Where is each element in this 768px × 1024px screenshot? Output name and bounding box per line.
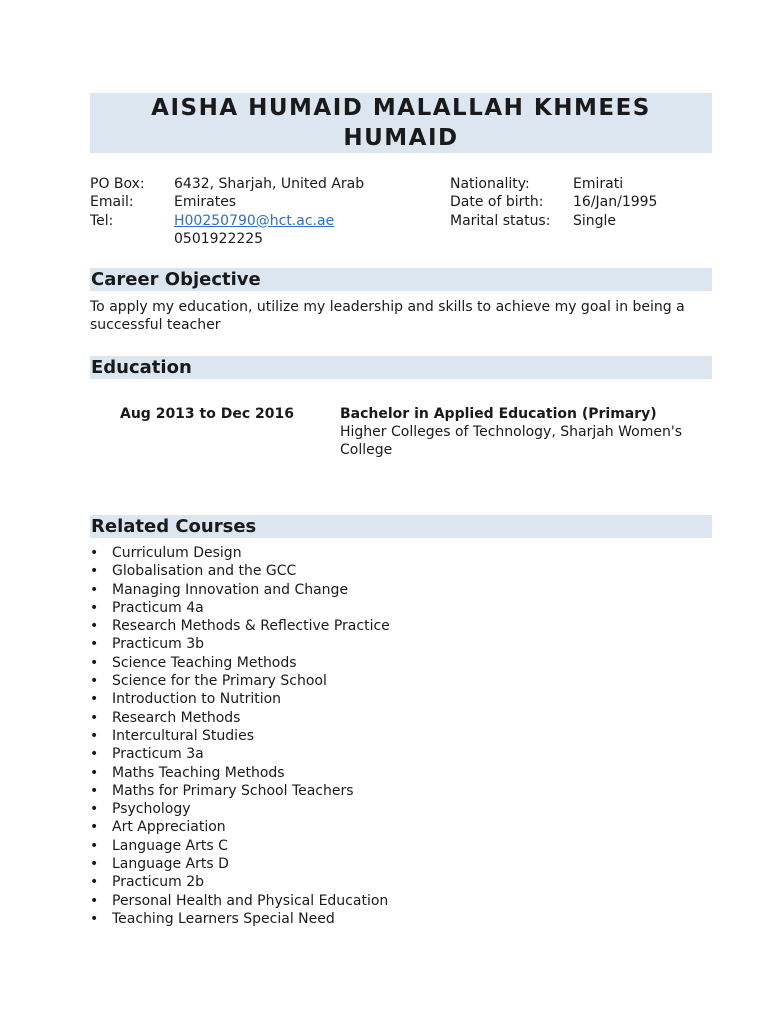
course-name: Managing Innovation and Change	[112, 581, 349, 598]
name-line-2: HUMAID	[343, 125, 459, 151]
list-item	[90, 690, 712, 708]
course-name: Maths for Primary School Teachers	[112, 782, 354, 799]
course-name: Language Arts C	[112, 837, 228, 854]
course-name: Intercultural Studies	[112, 727, 254, 744]
bullet-icon: •	[90, 910, 99, 927]
list-item	[90, 599, 712, 617]
list-item	[90, 617, 712, 635]
list-item	[90, 745, 712, 763]
po-box-label: PO Box:	[90, 176, 145, 192]
list-item	[90, 800, 712, 818]
po-box-value: 6432, Sharjah, United Arab	[174, 176, 365, 192]
course-name: Science for the Primary School	[112, 673, 327, 690]
course-name: Practicum 3a	[112, 746, 204, 763]
course-name: Research Methods	[112, 709, 241, 726]
marital-label: Marital status:	[450, 212, 551, 229]
nationality-label: Nationality:	[450, 176, 530, 192]
education-institution: Higher Colleges of Technology, Sharjah Women's College	[340, 424, 682, 459]
course-name: Art Appreciation	[112, 819, 226, 836]
name-line-1: AISHA HUMAID MALALLAH KHMEES	[151, 95, 651, 121]
course-name: Practicum 3b	[112, 636, 205, 653]
list-item	[90, 672, 712, 690]
courses-heading: Related Courses	[90, 515, 712, 538]
dob-value: 16/Jan/1995	[573, 194, 658, 211]
bullet-icon: •	[90, 636, 99, 653]
nationality-value: Emirati	[573, 176, 624, 192]
bullet-icon: •	[90, 709, 99, 726]
course-name: Curriculum Design	[112, 545, 242, 561]
marital-value: Single	[573, 212, 617, 229]
course-name: Practicum 4a	[112, 599, 204, 616]
career-objective-text: To apply my education, utilize my leadership and skills to achieve my goal in being a successful teacher	[90, 299, 685, 333]
list-item	[90, 709, 712, 727]
education-date: Aug 2013 to Dec 2016	[120, 406, 294, 422]
bullet-icon: •	[90, 746, 99, 763]
bullet-icon: •	[90, 545, 99, 561]
bullet-icon: •	[90, 599, 99, 616]
course-name: Science Teaching Methods	[112, 654, 297, 671]
list-item	[90, 873, 712, 891]
course-name: Maths Teaching Methods	[112, 764, 285, 781]
contact-block	[90, 175, 712, 245]
bullet-icon: •	[90, 892, 99, 909]
course-list	[90, 544, 712, 928]
email-link[interactable]: H00250790@hct.ac.ae	[174, 212, 335, 229]
course-name: Language Arts D	[112, 856, 229, 873]
education-heading: Education	[90, 356, 712, 379]
tel-label: Tel:	[90, 212, 114, 229]
tel-value: 0501922225	[174, 230, 264, 247]
resume-page	[90, 93, 712, 928]
course-name: Globalisation and the GCC	[112, 563, 297, 580]
course-name: Introduction to Nutrition	[112, 691, 282, 708]
bullet-icon: •	[90, 581, 99, 598]
list-item	[90, 544, 712, 562]
bullet-icon: •	[90, 856, 99, 873]
bullet-icon: •	[90, 801, 99, 818]
bullet-icon: •	[90, 654, 99, 671]
bullet-icon: •	[90, 691, 99, 708]
bullet-icon: •	[90, 618, 99, 635]
course-name: Personal Health and Physical Education	[112, 892, 389, 909]
list-item	[90, 892, 712, 910]
list-item	[90, 855, 712, 873]
po-box-value-cont: Emirates	[174, 194, 237, 211]
bullet-icon: •	[90, 764, 99, 781]
course-name: Research Methods & Reflective Practice	[112, 618, 390, 635]
bullet-icon: •	[90, 727, 99, 744]
name-banner	[90, 93, 712, 153]
course-name: Psychology	[112, 801, 191, 818]
bullet-icon: •	[90, 837, 99, 854]
list-item	[90, 635, 712, 653]
list-item	[90, 654, 712, 672]
list-item	[90, 818, 712, 836]
list-item	[90, 562, 712, 580]
course-name: Teaching Learners Special Need	[112, 910, 335, 927]
list-item	[90, 727, 712, 745]
list-item	[90, 782, 712, 800]
bullet-icon: •	[90, 563, 99, 580]
email-label: Email:	[90, 194, 134, 211]
bullet-icon: •	[90, 874, 99, 891]
list-item	[90, 581, 712, 599]
bullet-icon: •	[90, 782, 99, 799]
list-item	[90, 837, 712, 855]
dob-label: Date of birth:	[450, 194, 544, 211]
list-item	[90, 764, 712, 782]
education-entry	[90, 405, 712, 461]
list-item	[90, 910, 712, 928]
bullet-icon: •	[90, 673, 99, 690]
education-degree: Bachelor in Applied Education (Primary)	[340, 406, 657, 422]
career-heading: Career Objective	[90, 268, 712, 291]
bullet-icon: •	[90, 819, 99, 836]
course-name: Practicum 2b	[112, 874, 205, 891]
